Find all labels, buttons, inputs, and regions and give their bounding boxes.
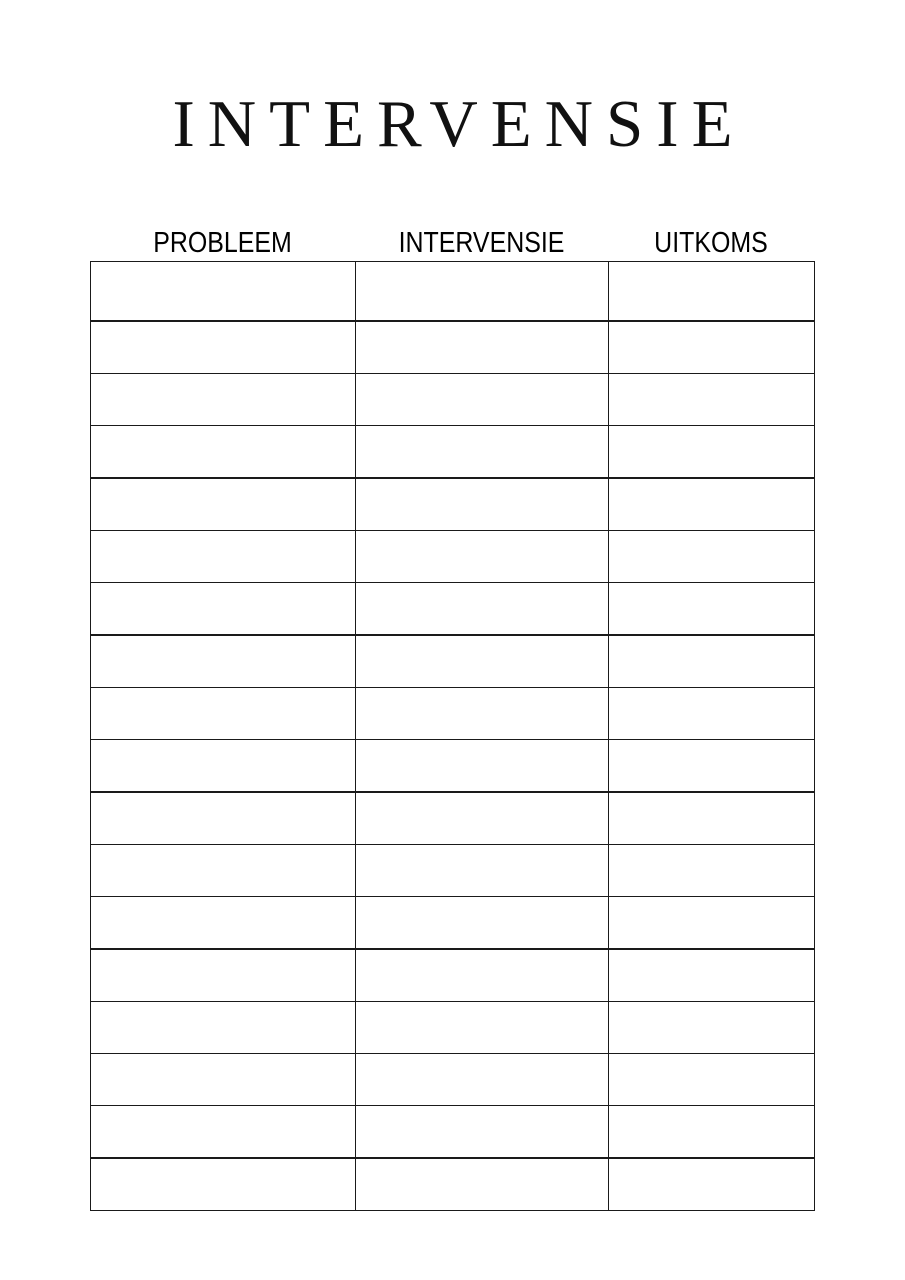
table-row bbox=[91, 897, 815, 950]
table-cell-intervensie[interactable] bbox=[356, 635, 609, 688]
table-cell-uitkoms[interactable] bbox=[609, 531, 815, 583]
table-row bbox=[91, 1106, 815, 1159]
table-row bbox=[91, 740, 815, 793]
table-cell-uitkoms[interactable] bbox=[609, 792, 815, 845]
table-row bbox=[91, 262, 815, 322]
table-cell-uitkoms[interactable] bbox=[609, 949, 815, 1002]
table-cell-intervensie[interactable] bbox=[356, 426, 609, 479]
table-cell-intervensie[interactable] bbox=[356, 321, 609, 374]
table-cell-intervensie[interactable] bbox=[356, 1158, 609, 1211]
table-cell-intervensie[interactable] bbox=[356, 1054, 609, 1106]
table-cell-probleem[interactable] bbox=[91, 321, 356, 374]
table-row bbox=[91, 321, 815, 374]
table-row bbox=[91, 635, 815, 688]
table-cell-uitkoms[interactable] bbox=[609, 321, 815, 374]
table-cell-uitkoms[interactable] bbox=[609, 426, 815, 479]
table-cell-probleem[interactable] bbox=[91, 792, 356, 845]
intervention-table bbox=[90, 261, 815, 1211]
table-row bbox=[91, 531, 815, 583]
table-cell-probleem[interactable] bbox=[91, 531, 356, 583]
table-cell-uitkoms[interactable] bbox=[609, 635, 815, 688]
table-cell-intervensie[interactable] bbox=[356, 1106, 609, 1159]
table-cell-intervensie[interactable] bbox=[356, 262, 609, 322]
table-cell-uitkoms[interactable] bbox=[609, 1158, 815, 1211]
table-cell-probleem[interactable] bbox=[91, 688, 356, 740]
column-header-intervensie: INTERVENSIE bbox=[398, 227, 565, 259]
table-cell-probleem[interactable] bbox=[91, 740, 356, 793]
table-cell-uitkoms[interactable] bbox=[609, 1002, 815, 1054]
table-body bbox=[91, 262, 815, 1211]
table-cell-probleem[interactable] bbox=[91, 1054, 356, 1106]
table-cell-probleem[interactable] bbox=[91, 897, 356, 950]
table-cell-uitkoms[interactable] bbox=[609, 688, 815, 740]
table-row bbox=[91, 1002, 815, 1054]
table-cell-uitkoms[interactable] bbox=[609, 845, 815, 897]
table-row bbox=[91, 845, 815, 897]
table-cell-probleem[interactable] bbox=[91, 635, 356, 688]
table-cell-probleem[interactable] bbox=[91, 1158, 356, 1211]
table-row bbox=[91, 478, 815, 531]
page-title: INTERVENSIE bbox=[172, 87, 746, 161]
column-header-uitkoms: UITKOMS bbox=[654, 227, 768, 259]
table-cell-probleem[interactable] bbox=[91, 949, 356, 1002]
table-cell-uitkoms[interactable] bbox=[609, 583, 815, 636]
column-header-probleem: PROBLEEM bbox=[153, 227, 292, 259]
table-column-headers bbox=[90, 219, 814, 259]
table-cell-probleem[interactable] bbox=[91, 1002, 356, 1054]
table-cell-intervensie[interactable] bbox=[356, 583, 609, 636]
table-row bbox=[91, 583, 815, 636]
table-cell-intervensie[interactable] bbox=[356, 792, 609, 845]
table-cell-probleem[interactable] bbox=[91, 478, 356, 531]
table-row bbox=[91, 426, 815, 479]
table-row bbox=[91, 688, 815, 740]
table-cell-intervensie[interactable] bbox=[356, 374, 609, 426]
table-cell-intervensie[interactable] bbox=[356, 845, 609, 897]
table-cell-uitkoms[interactable] bbox=[609, 262, 815, 322]
table-row bbox=[91, 949, 815, 1002]
table-cell-intervensie[interactable] bbox=[356, 949, 609, 1002]
table-cell-uitkoms[interactable] bbox=[609, 897, 815, 950]
table-cell-uitkoms[interactable] bbox=[609, 740, 815, 793]
table-row bbox=[91, 1054, 815, 1106]
table-cell-intervensie[interactable] bbox=[356, 478, 609, 531]
table-cell-uitkoms[interactable] bbox=[609, 478, 815, 531]
table-row bbox=[91, 374, 815, 426]
table-cell-intervensie[interactable] bbox=[356, 688, 609, 740]
table-cell-probleem[interactable] bbox=[91, 426, 356, 479]
table-row bbox=[91, 792, 815, 845]
table-cell-uitkoms[interactable] bbox=[609, 374, 815, 426]
table-cell-probleem[interactable] bbox=[91, 374, 356, 426]
table-cell-intervensie[interactable] bbox=[356, 1002, 609, 1054]
table-cell-uitkoms[interactable] bbox=[609, 1106, 815, 1159]
table-cell-uitkoms[interactable] bbox=[609, 1054, 815, 1106]
table-cell-intervensie[interactable] bbox=[356, 740, 609, 793]
table-cell-intervensie[interactable] bbox=[356, 531, 609, 583]
table-cell-intervensie[interactable] bbox=[356, 897, 609, 950]
table-cell-probleem[interactable] bbox=[91, 1106, 356, 1159]
table-cell-probleem[interactable] bbox=[91, 583, 356, 636]
table-row bbox=[91, 1158, 815, 1211]
table-cell-probleem[interactable] bbox=[91, 262, 356, 322]
table-cell-probleem[interactable] bbox=[91, 845, 356, 897]
